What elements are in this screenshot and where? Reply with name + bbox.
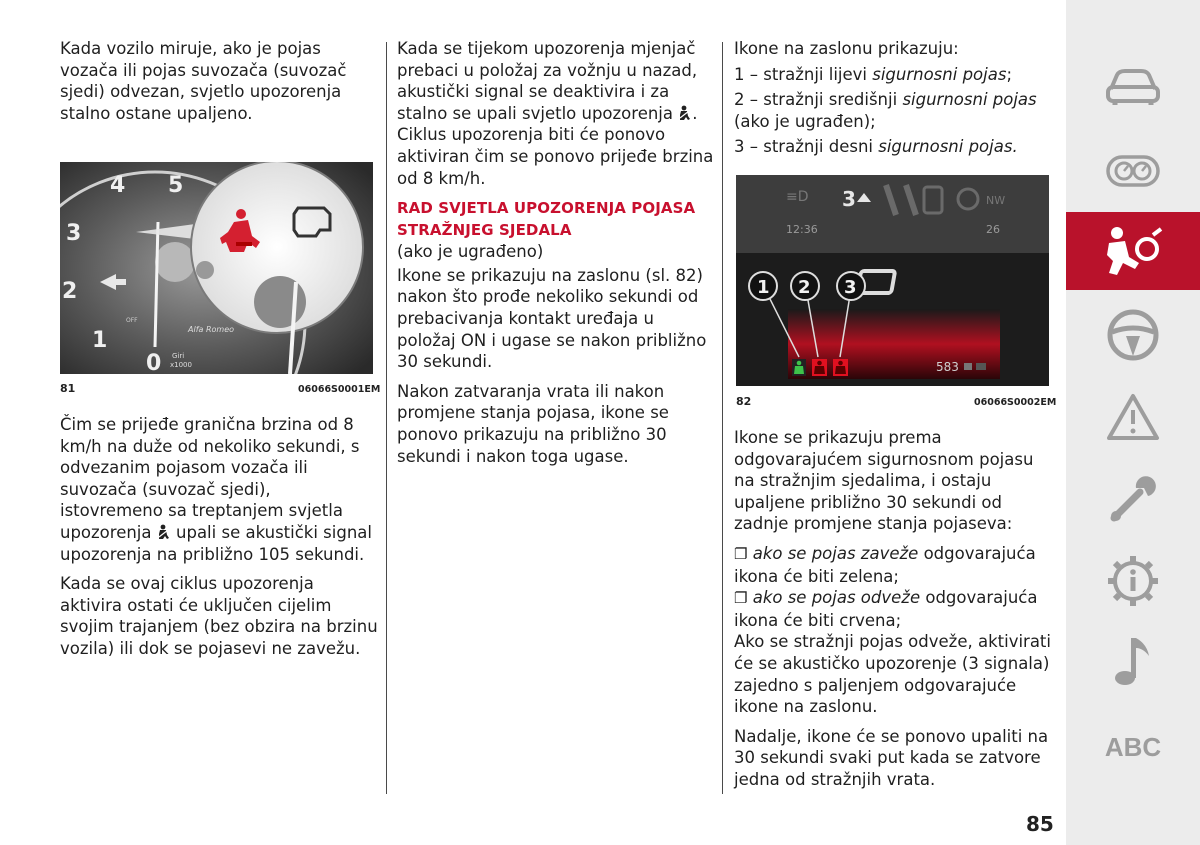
- list-item-text: (ako je ugrađen);: [734, 111, 876, 131]
- sidebar-item-airbag[interactable]: [1066, 212, 1200, 290]
- display-illustration: [736, 175, 1049, 386]
- list-item-emphasis: sigurnosni pojas.: [878, 137, 1018, 157]
- gauge-number: 1: [92, 328, 108, 353]
- info-gear-icon: [1106, 554, 1160, 608]
- paragraph: Nakon zatvaranja vrata ili nakon promjene stanja pojasa, ikone se ponovo prikazuju na približno 30 sekundi i nakon toga ugase.: [397, 381, 669, 466]
- gauge-illustration: [60, 162, 373, 374]
- svg-text:≡D: ≡D: [786, 189, 809, 205]
- gauge-brand: Alfa Romeo: [188, 325, 235, 334]
- gauge-number: 5: [168, 173, 184, 198]
- list-item-emphasis: sigurnosni pojas: [872, 64, 1007, 84]
- callout-2: 2: [798, 277, 811, 298]
- gauge-number: 2: [62, 279, 78, 304]
- bullet-item: [734, 543, 1052, 587]
- section-heading: RAD SVJETLA UPOZORENJA POJASA STRAŽNJEG SJEDALA: [397, 199, 696, 240]
- paragraph: [397, 38, 715, 189]
- paragraph-text: upali se akustički signal upozorenja na približno 105 sekundi.: [60, 522, 372, 564]
- gauge-off: OFF: [126, 317, 138, 324]
- column-2: [397, 38, 715, 475]
- page-number: 85: [1026, 812, 1054, 836]
- list-item-text: 2 – stražnji središnji: [734, 90, 898, 110]
- music-note-icon: [1111, 634, 1155, 688]
- list-item-text: 1 – stražnji lijevi: [734, 64, 867, 84]
- seatbelt-icon: [678, 105, 692, 121]
- display-temp: 26: [986, 223, 1000, 236]
- paragraph-text: . Ciklus upozorenja biti će ponovo aktiviran čim se ponovo prijeđe brzina od 8 km/h.: [397, 103, 714, 188]
- wrench-icon: [1106, 472, 1160, 526]
- sidebar-item-car[interactable]: [1066, 48, 1200, 126]
- column-3: [734, 38, 1052, 166]
- bullet-mark: ❐: [734, 544, 748, 563]
- display-time: 12:36: [786, 223, 818, 236]
- steering-wheel-icon: [1106, 308, 1160, 362]
- paragraph: Ikone se prikazuju prema odgovarajućem sigurnosnom pojasu na stražnjim sjedalima, i ostaju upaljene približno 30 sekundi od zadnje promjene stanja pojaseva:: [734, 428, 1034, 534]
- car-icon: [1105, 67, 1161, 107]
- sidebar-item-index[interactable]: [1066, 708, 1200, 786]
- list-item-emphasis: sigurnosni pojas: [902, 90, 1037, 110]
- bullet-mark: ❐: [734, 589, 748, 608]
- sidebar-item-steering[interactable]: [1066, 296, 1200, 374]
- chapter-sidebar: [1066, 0, 1200, 845]
- sidebar-item-info[interactable]: [1066, 542, 1200, 620]
- callout-3: 3: [844, 277, 857, 298]
- figure-82-cluster-display: [736, 175, 1049, 386]
- sidebar-item-warning[interactable]: [1066, 378, 1200, 456]
- gauge-number: 4: [110, 173, 126, 198]
- gauge-number: 3: [66, 221, 82, 246]
- paragraph-text: Čim se prijeđe granična brzina od 8 km/h na duže od nekoliko sekundi, s odvezanim pojasom vozača ili suvozača (suvozač sjedi), istovremeno sa treptanjem svjetla upozorenja: [60, 415, 360, 542]
- paragraph: Ikone na zaslonu prikazuju:: [734, 39, 959, 58]
- paragraph-text: Kada se tijekom upozorenja mjenjač prebaci u položaj za vožnju u nazad, akustički signal se deaktivira i za stalno se upali svjetlo upozorenja: [397, 39, 698, 123]
- column-1: [60, 38, 378, 132]
- list-item-text: 3 – stražnji desni: [734, 137, 873, 157]
- list-item: [734, 64, 1052, 86]
- paragraph: (ako je ugrađeno): [397, 242, 544, 262]
- paragraph: Nadalje, ikone će se ponovo upaliti na 30 sekundi svaki put kada se zatvore jedna od stražnjih vrata.: [734, 726, 1049, 789]
- sidebar-item-service[interactable]: [1066, 460, 1200, 538]
- dashboard-icon: [1105, 151, 1161, 191]
- bullet-text: odgovarajuća ikona će biti zelena;: [734, 543, 1036, 586]
- seatbelt-icon: [157, 524, 171, 540]
- list-item: [734, 89, 1052, 132]
- paragraph: Kada se ovaj ciklus upozorenja aktivira ostati će uključen cijelim svojim trajanjem (bez obzira na brzinu vozila) ili dok se pojasevi ne zavežu.: [60, 574, 378, 658]
- seatbelt-icon: [833, 359, 848, 376]
- gauge-number: 0: [146, 351, 162, 374]
- figure-number: 82: [736, 395, 752, 408]
- display-gear: 3: [842, 187, 856, 211]
- list-item: [734, 136, 1052, 158]
- index-label: ABC: [1104, 731, 1162, 762]
- sidebar-item-dashboard[interactable]: [1066, 132, 1200, 210]
- column-divider: [722, 42, 723, 794]
- column-3-lower: [734, 427, 1052, 799]
- bullet-text: odgovarajuća ikona će biti crvena;: [734, 588, 1038, 630]
- warning-triangle-icon: [1105, 392, 1161, 442]
- figure-81-instrument-cluster: [60, 162, 373, 374]
- list-item-text: ;: [1006, 64, 1012, 84]
- paragraph: Kada vozilo miruje, ako je pojas vozača ili pojas suvozača (suvozač sjedi) odvezan, svjetlo upozorenja stalno ostane upaljeno.: [60, 39, 347, 123]
- column-divider: [386, 42, 387, 794]
- airbag-icon: [1103, 225, 1163, 277]
- gauge-unit: Giri: [172, 352, 185, 360]
- seatbelt-icon: [792, 359, 806, 376]
- figure-code: 06066S0001EM: [298, 384, 381, 395]
- bullet-emphasis: ako se pojas zaveže: [752, 543, 919, 563]
- bullet-item: [734, 587, 1052, 631]
- bullet-emphasis: ako se pojas odveže: [752, 588, 921, 608]
- callout-1: 1: [757, 277, 770, 298]
- column-1-lower: [60, 414, 378, 668]
- paragraph: Ikone se prikazuju na zaslonu (sl. 82) nakon što prođe nekoliko sekundi od prebacivanja kontakt uređaja u položaj ON i ugase se nakon približno 30 sekundi.: [397, 265, 707, 372]
- figure-code: 06066S0002EM: [974, 397, 1057, 408]
- paragraph: Ako se stražnji pojas odveže, aktivirati će se akustičko upozorenje (3 signala) zajedno s paljenjem odgovarajuće ikone na zaslonu.: [734, 632, 1051, 717]
- seatbelt-icon: [812, 359, 827, 376]
- display-compass: NW: [986, 194, 1006, 207]
- paragraph: [60, 414, 378, 565]
- display-odometer: 583: [936, 360, 959, 374]
- figure-number: 81: [60, 382, 76, 395]
- gauge-unit: x1000: [170, 361, 192, 369]
- sidebar-item-multimedia[interactable]: [1066, 622, 1200, 700]
